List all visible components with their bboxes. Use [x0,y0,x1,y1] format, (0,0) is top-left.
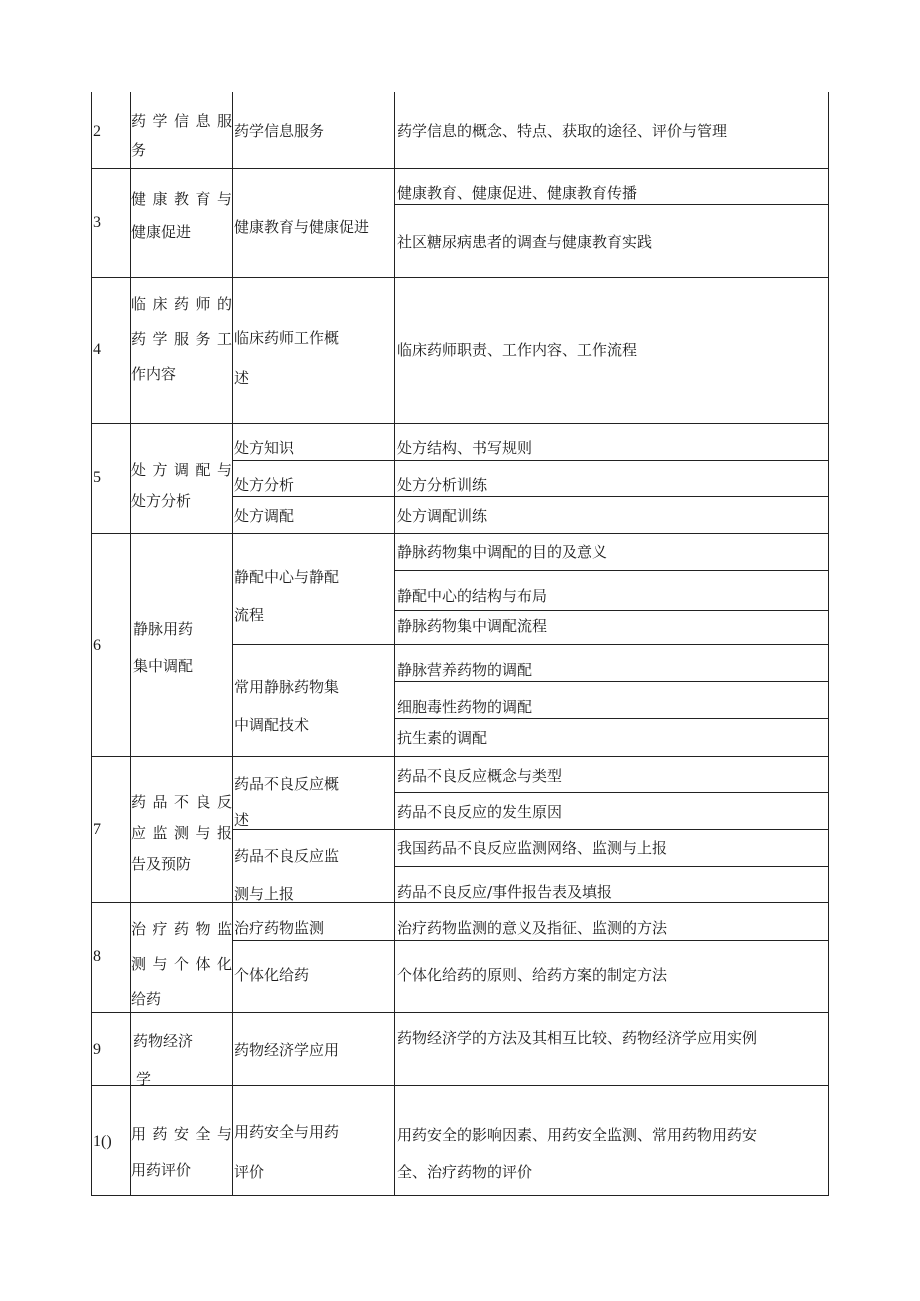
content-text: 药品不良反应的发生原因 [397,803,563,821]
row-number: 9 [93,1041,101,1058]
unit-name: 处方调配 [234,507,295,525]
content-text: 用药安全的影响因素、用药安全监测、常用药物用药安 全、治疗药物的评价 [397,1126,758,1181]
content-text: 治疗药物监测的意义及指征、监测的方法 [397,919,668,937]
unit-name: 静配中心与静配 流程 [234,568,340,624]
row-number: 8 [93,948,101,965]
content-text: 静脉药物集中调配流程 [397,617,548,635]
unit-name: 用药安全与用药 评价 [234,1123,340,1181]
row-number: 5 [93,469,101,486]
content-text: 我国药品不良反应监测网络、监测与上报 [397,839,668,857]
content-text: 处方结构、书写规则 [397,439,533,457]
unit-name: 个体化给药 [234,966,310,984]
content-text: 处方分析训练 [397,476,488,494]
content-text: 静脉药物集中调配的目的及意义 [397,543,608,561]
module-name: 药物经济 学 [133,1032,194,1088]
content-text: 药品不良反应/事件报告表及填报 [397,883,613,901]
module-name: 健康教育与 健康促进 [131,190,232,241]
unit-name: 处方知识 [234,439,295,457]
content-text: 社区糖尿病患者的调查与健康教育实践 [397,233,653,251]
row-number: 3 [93,214,101,231]
module-name: 处方调配与 处方分析 [131,461,232,510]
unit-name: 药品不良反应监 测与上报 [234,847,340,903]
content-text: 药品不良反应概念与类型 [397,767,563,785]
content-text: 药学信息的概念、特点、获取的途径、评价与管理 [397,122,728,140]
row-number: 4 [93,341,101,358]
unit-name: 处方分析 [234,476,295,494]
unit-name: 药学信息服务 [234,122,325,140]
content-text: 临床药师职责、工作内容、工作流程 [397,341,638,359]
unit-name: 临床药师工作概 述 [234,329,340,387]
module-name: 静脉用药 集中调配 [133,620,194,675]
module-name: 用药安全与 用药评价 [131,1125,232,1179]
unit-name: 常用静脉药物集 中调配技术 [234,678,340,734]
content-text: 个体化给药的原则、给药方案的制定方法 [397,966,668,984]
content-text: 药物经济学的方法及其相互比较、药物经济学应用实例 [397,1029,758,1047]
row-number: 1() [93,1133,112,1150]
row-number: 2 [93,123,101,140]
content-text: 抗生素的调配 [397,729,488,747]
content-text: 细胞毒性药物的调配 [397,698,533,716]
module-name: 治疗药物监 测与个体化 给药 [131,920,232,1008]
unit-name: 药品不良反应概 述 [234,775,340,829]
unit-name: 治疗药物监测 [234,919,325,937]
unit-name: 药物经济学应用 [234,1041,340,1059]
unit-name: 健康教育与健康促进 [234,218,370,236]
module-name: 药学信息服 务 [131,112,232,159]
content-text: 处方调配训练 [397,507,488,525]
content-text: 健康教育、健康促进、健康教育传播 [397,184,638,202]
content-text: 静配中心的结构与布局 [397,587,548,605]
module-name: 临床药师的 药学服务工 作内容 [131,295,232,383]
row-number: 6 [93,637,101,654]
content-text: 静脉营养药物的调配 [397,661,533,679]
row-number: 7 [93,821,101,838]
module-name: 药品不良反 应监测与报 告及预防 [131,793,232,873]
